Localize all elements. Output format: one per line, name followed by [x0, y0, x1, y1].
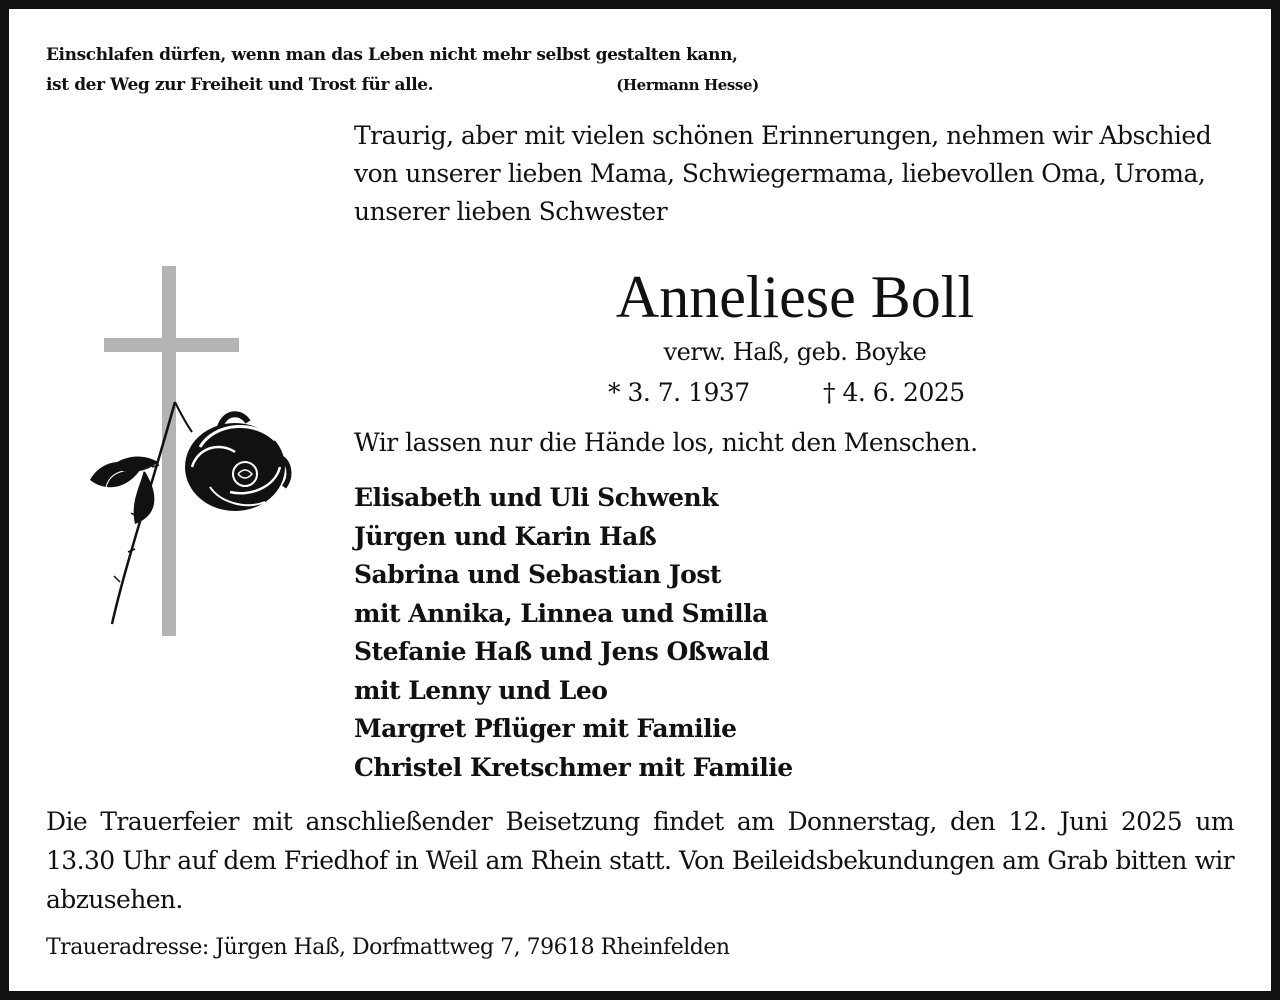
deceased-maiden-name: verw. Haß, geb. Boyke — [663, 338, 927, 366]
death-date: † 4. 6. 2025 — [823, 378, 965, 407]
deceased-name: Anneliese Boll — [615, 264, 975, 330]
motto-line-2-text: ist der Weg zur Freiheit und Trost für alle. — [46, 75, 434, 95]
intro-line-3: unserer lieben Schwester — [354, 197, 668, 226]
farewell-saying: Wir lassen nur die Hände los, nicht den Menschen. — [354, 428, 978, 457]
ceremony-info: Die Trauerfeier mit anschließender Beisetzung findet am Donnerstag, den 12. Juni 2025 um 13.30 Uhr auf dem Friedhof in Weil am Rhein statt. Von Beileidsbekundungen am Grab bitten wir abzusehen. — [46, 807, 1234, 914]
intro-line-1: Traurig, aber mit vielen schönen Erinnerungen, nehmen wir Abschied — [354, 121, 1212, 150]
family-entry: Stefanie Haß und Jens Oßwald — [354, 637, 769, 666]
motto-line-2 — [46, 70, 759, 100]
family-entry: mit Annika, Linnea und Smilla — [354, 598, 768, 628]
family-entry: Margret Pflüger mit Familie — [354, 714, 737, 743]
family-entry: Elisabeth und Uli Schwenk — [354, 483, 719, 512]
mourning-address: Traueradresse: Jürgen Haß, Dorfmattweg 7, 79618 Rheinfelden — [46, 935, 730, 960]
intro-text — [354, 117, 1211, 231]
birth-date: * 3. 7. 1937 — [608, 378, 750, 407]
family-entry: mit Lenny und Leo — [354, 675, 608, 705]
intro-line-2: von unserer lieben Mama, Schwiegermama, liebevollen Oma, Uroma, — [354, 159, 1206, 188]
family-entry: Jürgen und Karin Haß — [354, 521, 657, 551]
family-entry: Christel Kretschmer mit Familie — [354, 752, 793, 782]
family-list — [354, 479, 793, 787]
motto-line-1: Einschlafen dürfen, wenn man das Leben nicht mehr selbst gestalten kann, — [46, 45, 738, 65]
motto-author: (Hermann Hesse) — [616, 76, 759, 94]
family-entry: Sabrina und Sebastian Jost — [354, 560, 721, 589]
motto-quote — [46, 40, 759, 100]
rose-icon — [90, 402, 289, 624]
